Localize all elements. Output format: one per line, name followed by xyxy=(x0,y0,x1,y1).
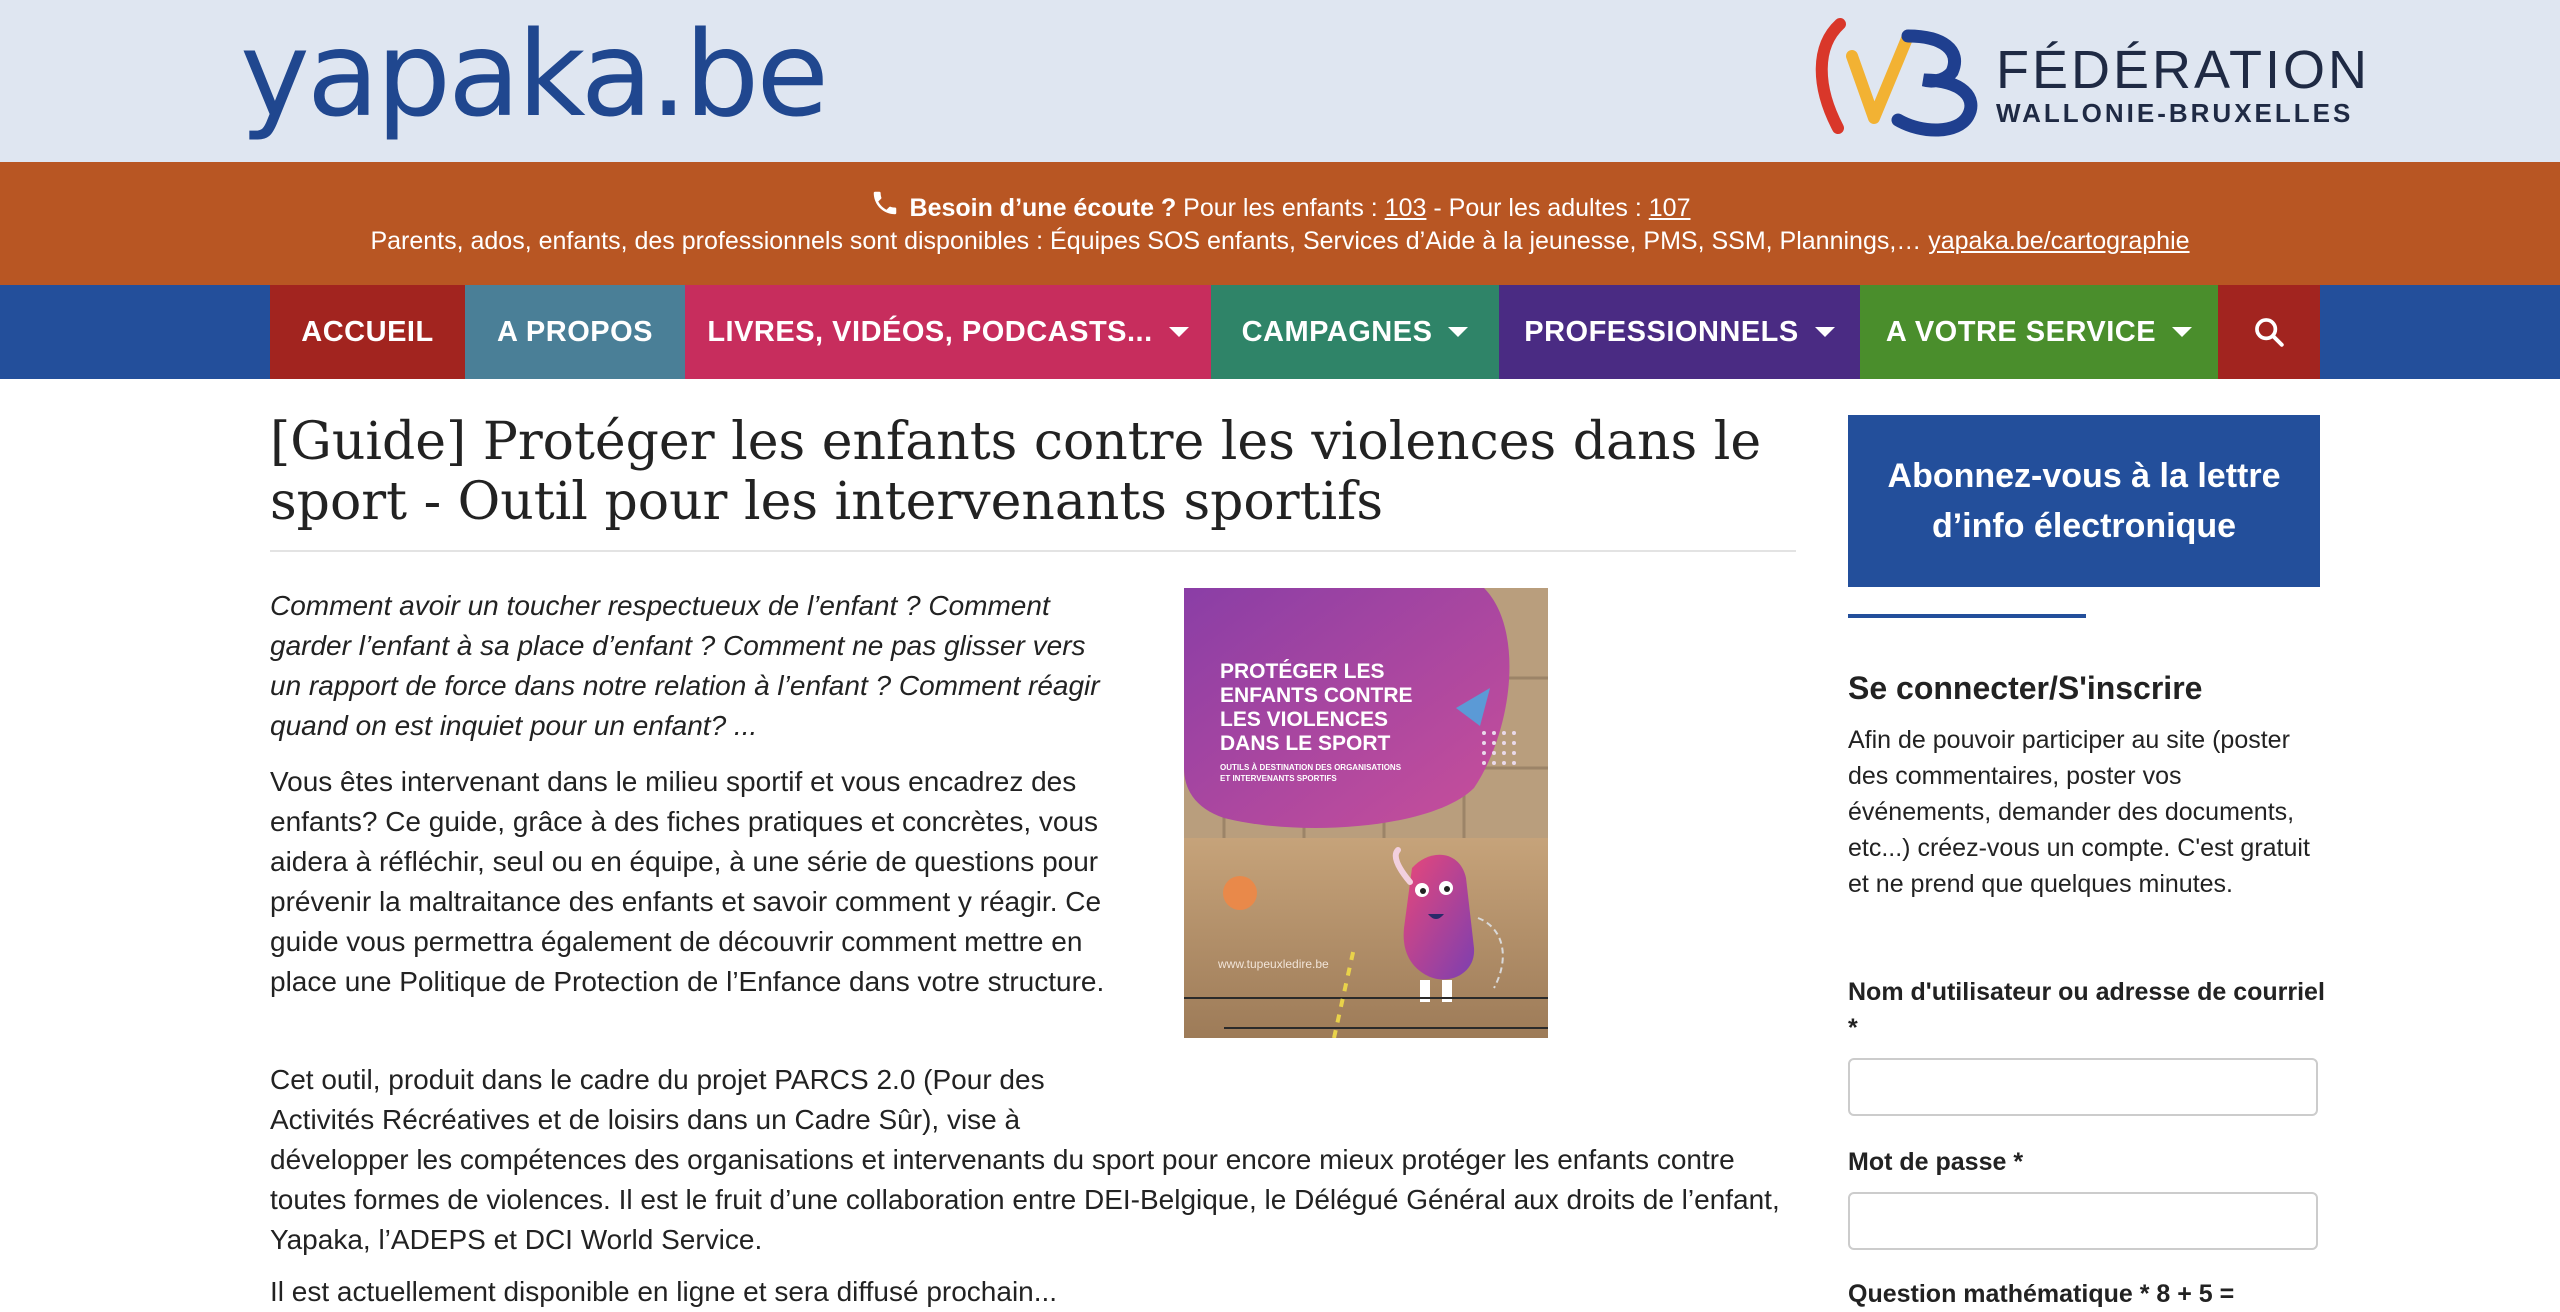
svg-text:PROTÉGER LES: PROTÉGER LES xyxy=(1220,660,1385,683)
guide-cover-image[interactable] xyxy=(1184,588,1548,1038)
nav-item-a-propos[interactable] xyxy=(465,285,685,379)
chevron-down-icon xyxy=(1815,327,1835,337)
helpline-services-text: Parents, ados, enfants, des professionnels sont disponibles : Équipes SOS enfants, Services d’Aide à la jeunesse, PMS, SSM, Plannings,… xyxy=(370,227,1922,255)
chevron-down-icon xyxy=(1169,327,1189,337)
chevron-down-icon xyxy=(1448,327,1468,337)
newsletter-line1: Abonnez-vous à la lettre xyxy=(1887,457,2281,495)
guide-cover-illustration xyxy=(1184,588,1548,1038)
newsletter-line2: d’info électronique xyxy=(1931,507,2237,545)
page-title: [Guide] Protéger les enfants contre les violences dans le sport - Outil pour les intervenants sportifs xyxy=(270,412,1762,532)
nav-label: A PROPOS xyxy=(496,316,653,348)
helpline-separator: - xyxy=(1433,194,1442,222)
helpline-children-number[interactable]: 103 xyxy=(1384,194,1427,222)
site-header xyxy=(0,0,2560,162)
chevron-down-icon xyxy=(2172,327,2192,337)
nav-item-accueil[interactable] xyxy=(270,285,465,379)
password-input[interactable] xyxy=(1848,1192,2318,1250)
search-button[interactable] xyxy=(2218,285,2320,379)
svg-text:OUTILS À DESTINATION DES ORGAN: OUTILS À DESTINATION DES ORGANISATIONS xyxy=(1220,763,1402,772)
svg-text:ENFANTS CONTRE: ENFANTS CONTRE xyxy=(1220,684,1413,707)
svg-text:www.tupeuxledire.be: www.tupeuxledire.be xyxy=(1218,957,1329,971)
helpline-line1 xyxy=(0,188,2560,225)
helpline-question: Besoin d’une écoute ? xyxy=(909,194,1177,222)
math-question-label: Question mathématique * 8 + 5 = xyxy=(1848,1280,2235,1308)
article-paragraph-1: Vous êtes intervenant dans le milieu sportif et vous encadrez des enfants? Ce guide, grâce à des fiches pratiques et concrètes, vous aidera à réfléchir, seul ou en équipe, à une série de questions pour prévenir la maltraitance des enfants et savoir comment y réagir. Ce guide vous permettra également de découvrir comment mettre en place une Politique de Protection de l’Enfance dans votre structure. xyxy=(270,766,1105,997)
article-paragraph-3: Il est actuellement disponible en ligne et sera diffusé prochain... xyxy=(270,1276,1058,1307)
helpline-line2 xyxy=(0,224,2560,258)
helpline-children-label: Pour les enfants : xyxy=(1183,194,1378,222)
login-description: Afin de pouvoir participer au site (poster des commentaires, poster vos événements, demander des documents, etc...) créez-vous un compte. C'est gratuit et ne prend que quelques minutes. xyxy=(1848,726,2310,898)
helpline-banner xyxy=(0,162,2560,285)
username-label: Nom d'utilisateur ou adresse de courriel * xyxy=(1848,978,2325,1042)
search-icon xyxy=(2252,315,2286,349)
site-logo[interactable]: yapaka.be xyxy=(240,5,826,143)
cartographie-link[interactable]: yapaka.be/cartographie xyxy=(1928,227,2190,255)
login-title: Se connecter/S'inscrire xyxy=(1848,670,2203,706)
nav-item-a-votre-service[interactable] xyxy=(1860,285,2218,379)
helpline-adults-number[interactable]: 107 xyxy=(1648,194,1691,222)
helpline-adults-label: Pour les adultes : xyxy=(1448,194,1642,222)
nav-item-campagnes[interactable] xyxy=(1211,285,1499,379)
article-paragraph-2-start: Cet outil, produit dans le cadre du projet PARCS 2.0 (Pour des Activités Récréatives et de loisirs dans un Cadre Sûr), vise à xyxy=(270,1064,1045,1135)
svg-text:LES VIOLENCES: LES VIOLENCES xyxy=(1220,708,1389,731)
nav-label: ACCUEIL xyxy=(301,316,434,348)
phone-icon xyxy=(870,188,900,218)
nav-item-professionnels[interactable] xyxy=(1499,285,1860,379)
nav-item-livres-videos-podcasts[interactable] xyxy=(685,285,1211,379)
article-intro: Comment avoir un toucher respectueux de l’enfant ? Comment garder l’enfant à sa place d’enfant ? Comment ne pas glisser vers un rapport de force dans notre relation à l’enfant ? Comment réagir quand on est inquiet pour un enfant? ... xyxy=(270,590,1100,741)
nav-label: LIVRES, VIDÉOS, PODCASTS... xyxy=(707,316,1153,348)
main-navigation xyxy=(0,285,2560,379)
username-input[interactable] xyxy=(1848,1058,2318,1116)
article-paragraph-2-end: développer les compétences des organisations et intervenants du sport pour encore mieux protéger les enfants contre toutes formes de violences. Il est le fruit d’une collaboration entre DEI-Belgique, le Délégué Général aux droits de l’enfant, Yapaka, l’ADEPS et DCI World Service. xyxy=(270,1144,1780,1255)
svg-text:ET INTERVENANTS SPORTIFS: ET INTERVENANTS SPORTIFS xyxy=(1220,774,1337,783)
nav-label: CAMPAGNES xyxy=(1241,316,1433,348)
federation-logo-line1: FÉDÉRATION xyxy=(1996,40,2371,100)
nav-label: PROFESSIONNELS xyxy=(1524,316,1799,348)
newsletter-subscribe-button[interactable] xyxy=(1848,415,2320,587)
title-divider xyxy=(270,550,1796,552)
federation-logo-line2: WALLONIE-BRUXELLES xyxy=(1996,98,2354,128)
nav-label: A VOTRE SERVICE xyxy=(1885,316,2157,348)
svg-text:DANS LE SPORT: DANS LE SPORT xyxy=(1220,732,1391,755)
sidebar-divider xyxy=(1848,614,2086,618)
password-label: Mot de passe * xyxy=(1848,1148,2024,1176)
